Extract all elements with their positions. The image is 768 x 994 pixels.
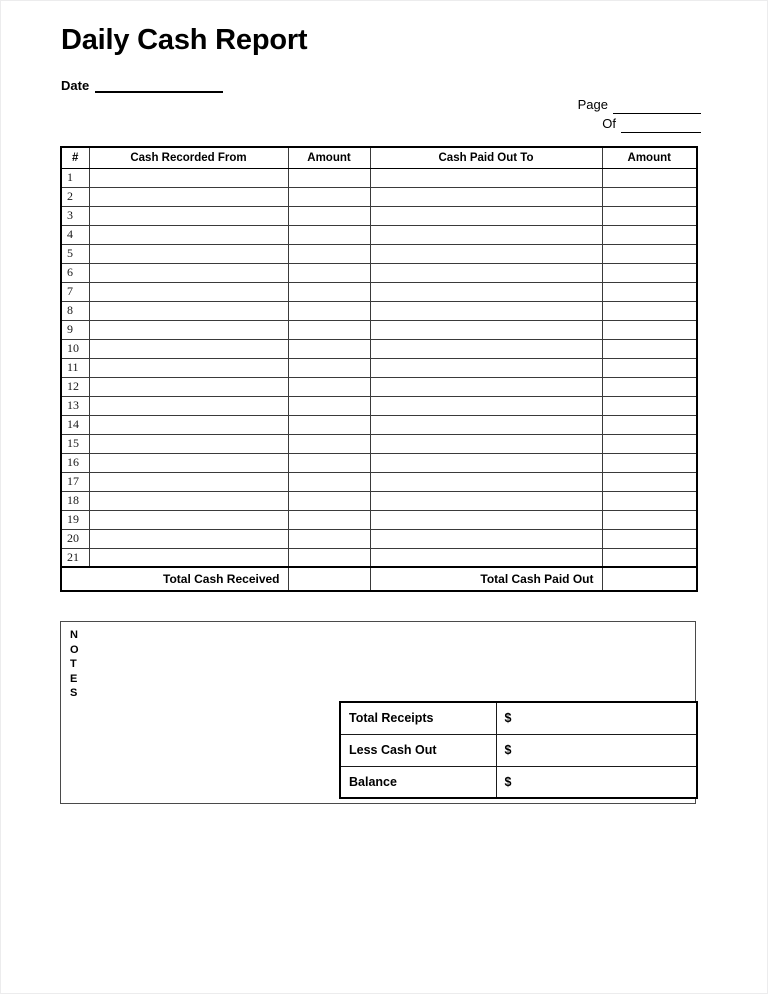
cell-amount-out[interactable] bbox=[602, 358, 697, 377]
date-input-blank[interactable] bbox=[95, 79, 223, 93]
table-row bbox=[61, 548, 697, 567]
cell-cash-recorded-from[interactable] bbox=[89, 548, 288, 567]
cell-amount-out[interactable] bbox=[602, 396, 697, 415]
summary-value[interactable]: $ bbox=[496, 702, 697, 734]
cell-cash-recorded-from[interactable] bbox=[89, 377, 288, 396]
row-number-19: 19 bbox=[61, 510, 89, 529]
row-number-20: 20 bbox=[61, 529, 89, 548]
row-number-9: 9 bbox=[61, 320, 89, 339]
cell-amount-in[interactable] bbox=[288, 282, 370, 301]
table-row bbox=[61, 358, 697, 377]
cell-amount-in[interactable] bbox=[288, 244, 370, 263]
cell-cash-recorded-from[interactable] bbox=[89, 339, 288, 358]
header-amount-in: Amount bbox=[288, 147, 370, 168]
cell-amount-in[interactable] bbox=[288, 339, 370, 358]
cell-cash-paid-out-to[interactable] bbox=[370, 358, 602, 377]
cell-amount-in[interactable] bbox=[288, 358, 370, 377]
cell-cash-recorded-from[interactable] bbox=[89, 301, 288, 320]
cell-amount-in[interactable] bbox=[288, 472, 370, 491]
table-row bbox=[61, 206, 697, 225]
cell-cash-paid-out-to[interactable] bbox=[370, 548, 602, 567]
row-number-8: 8 bbox=[61, 301, 89, 320]
cell-amount-out[interactable] bbox=[602, 263, 697, 282]
cell-cash-paid-out-to[interactable] bbox=[370, 187, 602, 206]
cell-cash-paid-out-to[interactable] bbox=[370, 206, 602, 225]
table-row bbox=[61, 434, 697, 453]
table-row bbox=[61, 244, 697, 263]
cell-amount-in[interactable] bbox=[288, 187, 370, 206]
row-number-2: 2 bbox=[61, 187, 89, 206]
row-number-7: 7 bbox=[61, 282, 89, 301]
of-label: Of bbox=[602, 116, 616, 131]
cell-cash-recorded-from[interactable] bbox=[89, 168, 288, 187]
cell-amount-out[interactable] bbox=[602, 339, 697, 358]
cell-cash-recorded-from[interactable] bbox=[89, 434, 288, 453]
cell-amount-out[interactable] bbox=[602, 244, 697, 263]
page-title: Daily Cash Report bbox=[61, 24, 308, 56]
cell-amount-out[interactable] bbox=[602, 320, 697, 339]
cell-cash-recorded-from[interactable] bbox=[89, 320, 288, 339]
cell-cash-paid-out-to[interactable] bbox=[370, 244, 602, 263]
row-number-1: 1 bbox=[61, 168, 89, 187]
cell-cash-paid-out-to[interactable] bbox=[370, 396, 602, 415]
cell-amount-in[interactable] bbox=[288, 510, 370, 529]
cell-amount-in[interactable] bbox=[288, 434, 370, 453]
table-row bbox=[61, 453, 697, 472]
notes-label: N O T E S bbox=[70, 629, 79, 699]
table-row bbox=[61, 301, 697, 320]
cell-cash-paid-out-to[interactable] bbox=[370, 491, 602, 510]
cell-amount-out[interactable] bbox=[602, 510, 697, 529]
cell-amount-out[interactable] bbox=[602, 415, 697, 434]
cell-amount-out[interactable] bbox=[602, 453, 697, 472]
row-number-11: 11 bbox=[61, 358, 89, 377]
cell-amount-in[interactable] bbox=[288, 529, 370, 548]
cell-amount-in[interactable] bbox=[288, 396, 370, 415]
of-input-blank[interactable] bbox=[621, 119, 701, 133]
cell-amount-out[interactable] bbox=[602, 187, 697, 206]
cell-cash-paid-out-to[interactable] bbox=[370, 415, 602, 434]
page-number-group bbox=[578, 95, 701, 133]
cell-cash-recorded-from[interactable] bbox=[89, 206, 288, 225]
cell-cash-recorded-from[interactable] bbox=[89, 415, 288, 434]
cell-cash-paid-out-to[interactable] bbox=[370, 510, 602, 529]
cell-cash-recorded-from[interactable] bbox=[89, 491, 288, 510]
cell-cash-paid-out-to[interactable] bbox=[370, 453, 602, 472]
cell-amount-out[interactable] bbox=[602, 282, 697, 301]
cell-amount-out[interactable] bbox=[602, 377, 697, 396]
table-row bbox=[61, 377, 697, 396]
row-number-3: 3 bbox=[61, 206, 89, 225]
summary-value[interactable]: $ bbox=[496, 766, 697, 798]
header-amount-out: Amount bbox=[602, 147, 697, 168]
summary-row bbox=[340, 702, 697, 734]
table-row bbox=[61, 472, 697, 491]
cell-cash-recorded-from[interactable] bbox=[89, 529, 288, 548]
cell-cash-recorded-from[interactable] bbox=[89, 510, 288, 529]
cell-amount-in[interactable] bbox=[288, 263, 370, 282]
table-row bbox=[61, 225, 697, 244]
summary-row bbox=[340, 766, 697, 798]
cell-cash-recorded-from[interactable] bbox=[89, 453, 288, 472]
cell-cash-paid-out-to[interactable] bbox=[370, 301, 602, 320]
table-totals-row bbox=[61, 567, 697, 591]
summary-label: Total Receipts bbox=[340, 702, 496, 734]
total-cash-received-label: Total Cash Received bbox=[61, 567, 288, 591]
cell-cash-paid-out-to[interactable] bbox=[370, 263, 602, 282]
page-field[interactable] bbox=[578, 95, 701, 114]
cell-cash-paid-out-to[interactable] bbox=[370, 377, 602, 396]
total-cash-received-value[interactable] bbox=[288, 567, 370, 591]
total-cash-paid-out-label: Total Cash Paid Out bbox=[370, 567, 602, 591]
total-cash-paid-out-value[interactable] bbox=[602, 567, 697, 591]
summary-row bbox=[340, 734, 697, 766]
table-header-row bbox=[61, 147, 697, 168]
header-cash-recorded-from: Cash Recorded From bbox=[89, 147, 288, 168]
cell-cash-recorded-from[interactable] bbox=[89, 472, 288, 491]
cell-cash-paid-out-to[interactable] bbox=[370, 434, 602, 453]
cell-amount-out[interactable] bbox=[602, 434, 697, 453]
row-number-14: 14 bbox=[61, 415, 89, 434]
cell-amount-out[interactable] bbox=[602, 168, 697, 187]
cell-amount-out[interactable] bbox=[602, 491, 697, 510]
table-row bbox=[61, 263, 697, 282]
cell-cash-recorded-from[interactable] bbox=[89, 358, 288, 377]
cell-amount-in[interactable] bbox=[288, 415, 370, 434]
page-label: Page bbox=[577, 97, 608, 112]
cell-amount-in[interactable] bbox=[288, 320, 370, 339]
header-cash-paid-out-to: Cash Paid Out To bbox=[370, 147, 602, 168]
cell-cash-paid-out-to[interactable] bbox=[370, 339, 602, 358]
table-row bbox=[61, 491, 697, 510]
row-number-5: 5 bbox=[61, 244, 89, 263]
date-field[interactable] bbox=[61, 78, 223, 93]
cell-cash-recorded-from[interactable] bbox=[89, 244, 288, 263]
table-row bbox=[61, 510, 697, 529]
cell-cash-recorded-from[interactable] bbox=[89, 396, 288, 415]
table-row bbox=[61, 339, 697, 358]
cell-amount-out[interactable] bbox=[602, 472, 697, 491]
cell-cash-recorded-from[interactable] bbox=[89, 263, 288, 282]
date-label: Date bbox=[61, 78, 90, 93]
cell-amount-in[interactable] bbox=[288, 168, 370, 187]
cell-amount-out[interactable] bbox=[602, 529, 697, 548]
cell-cash-paid-out-to[interactable] bbox=[370, 168, 602, 187]
cell-amount-in[interactable] bbox=[288, 301, 370, 320]
cell-amount-out[interactable] bbox=[602, 301, 697, 320]
cell-cash-paid-out-to[interactable] bbox=[370, 282, 602, 301]
cell-cash-recorded-from[interactable] bbox=[89, 187, 288, 206]
summary-label: Less Cash Out bbox=[340, 734, 496, 766]
row-number-6: 6 bbox=[61, 263, 89, 282]
row-number-10: 10 bbox=[61, 339, 89, 358]
table-row bbox=[61, 168, 697, 187]
row-number-21: 21 bbox=[61, 548, 89, 567]
cell-cash-paid-out-to[interactable] bbox=[370, 225, 602, 244]
cell-amount-out[interactable] bbox=[602, 206, 697, 225]
row-number-4: 4 bbox=[61, 225, 89, 244]
cell-amount-in[interactable] bbox=[288, 453, 370, 472]
page-input-blank[interactable] bbox=[613, 100, 701, 114]
cell-amount-in[interactable] bbox=[288, 377, 370, 396]
summary-label: Balance bbox=[340, 766, 496, 798]
table-row bbox=[61, 320, 697, 339]
row-number-12: 12 bbox=[61, 377, 89, 396]
cell-cash-paid-out-to[interactable] bbox=[370, 529, 602, 548]
cell-amount-in[interactable] bbox=[288, 491, 370, 510]
row-number-13: 13 bbox=[61, 396, 89, 415]
cell-amount-in[interactable] bbox=[288, 548, 370, 567]
table-row bbox=[61, 415, 697, 434]
cell-cash-recorded-from[interactable] bbox=[89, 282, 288, 301]
row-number-16: 16 bbox=[61, 453, 89, 472]
table-row bbox=[61, 187, 697, 206]
cell-cash-paid-out-to[interactable] bbox=[370, 320, 602, 339]
row-number-18: 18 bbox=[61, 491, 89, 510]
cell-amount-out[interactable] bbox=[602, 548, 697, 567]
cell-cash-recorded-from[interactable] bbox=[89, 225, 288, 244]
row-number-15: 15 bbox=[61, 434, 89, 453]
cell-amount-in[interactable] bbox=[288, 225, 370, 244]
summary-value[interactable]: $ bbox=[496, 734, 697, 766]
table-row bbox=[61, 529, 697, 548]
table-row bbox=[61, 282, 697, 301]
cash-ledger-table bbox=[60, 146, 698, 592]
of-field[interactable] bbox=[578, 114, 701, 133]
cell-cash-paid-out-to[interactable] bbox=[370, 472, 602, 491]
header-number: # bbox=[61, 147, 89, 168]
cell-amount-in[interactable] bbox=[288, 206, 370, 225]
summary-table bbox=[339, 701, 698, 799]
row-number-17: 17 bbox=[61, 472, 89, 491]
table-row bbox=[61, 396, 697, 415]
cell-amount-out[interactable] bbox=[602, 225, 697, 244]
